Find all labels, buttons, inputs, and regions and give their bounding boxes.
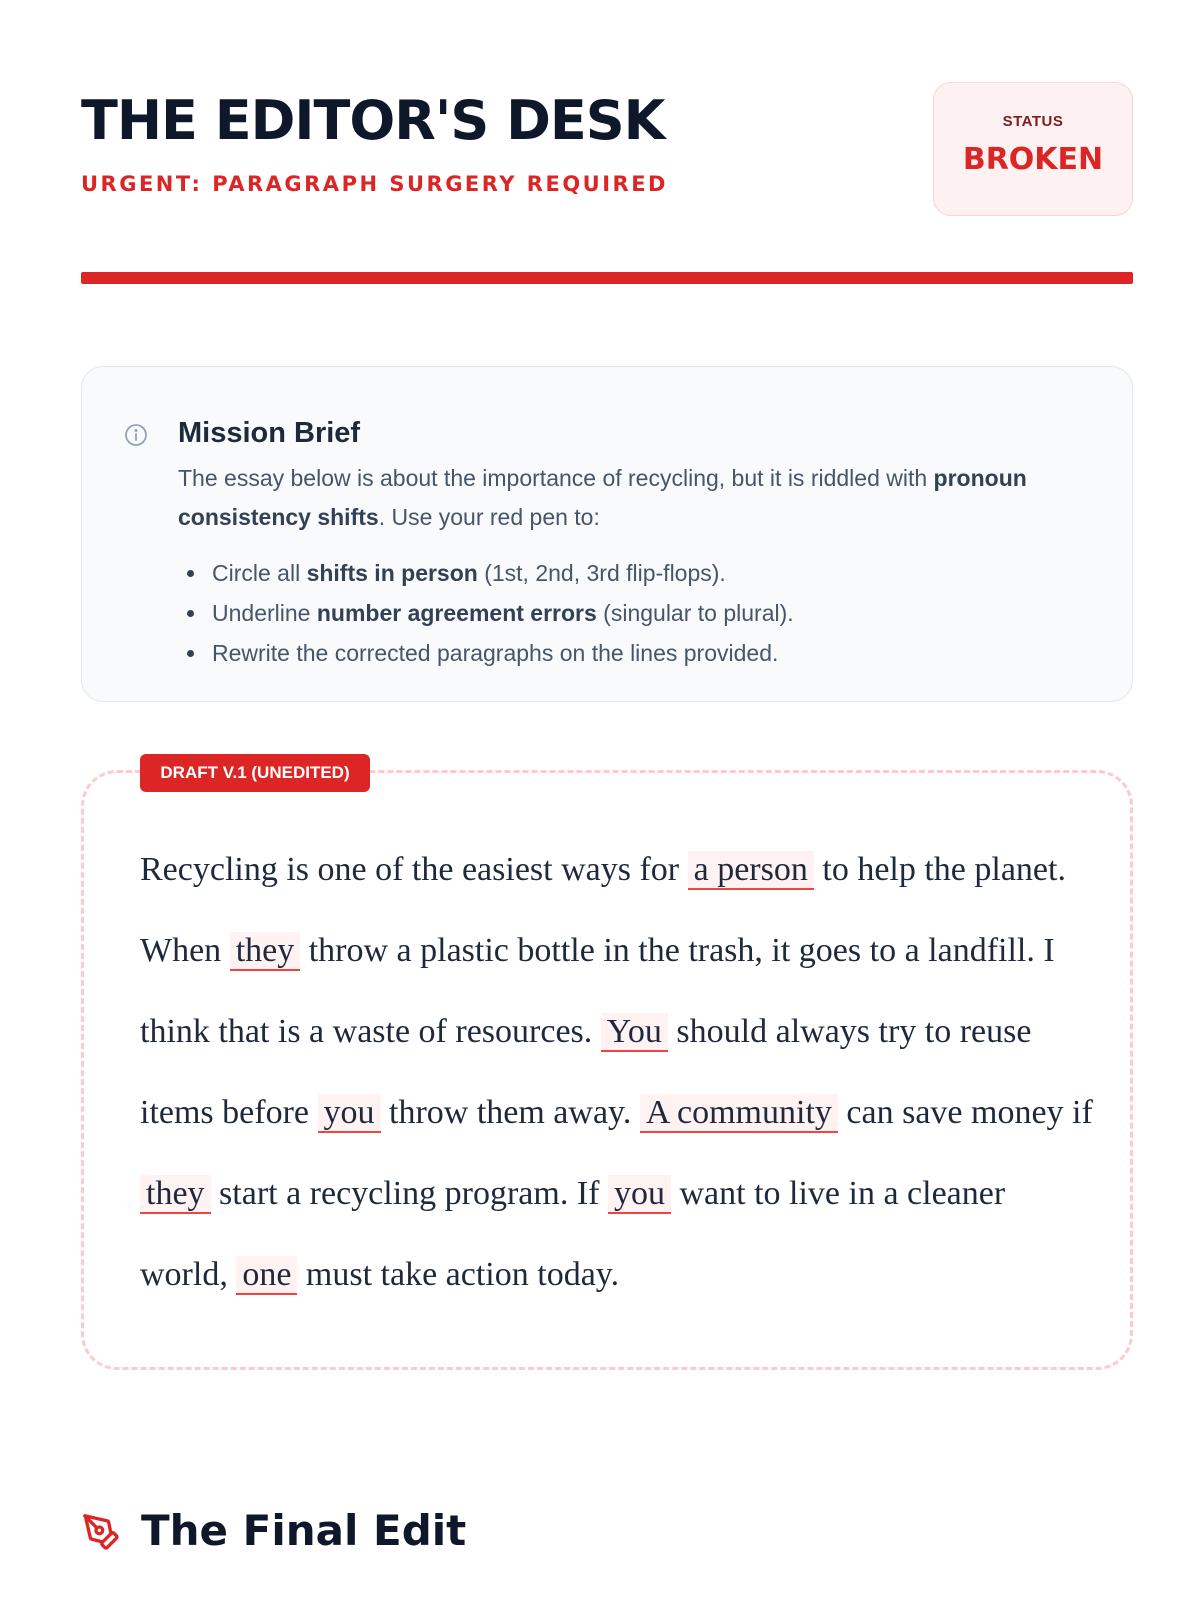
page-header [81,80,1133,220]
list-item-text: Underline [212,600,317,626]
list-item [178,593,1078,633]
mission-brief-card [81,366,1133,702]
header-divider [81,272,1133,284]
pronoun-error-highlight: You [601,1013,668,1052]
essay-text: to help the planet. When [140,851,1066,969]
mission-brief-title: Mission Brief [178,417,361,449]
pronoun-error-highlight: they [230,932,301,971]
brief-intro-text: The essay below is about the importance of recycling, but it is riddled with [178,465,928,491]
page-title: THE EDITOR'S DESK [81,89,665,152]
pronoun-error-highlight: A community [640,1094,838,1133]
essay-text: should always try to reuse items before [140,1013,1032,1131]
essay-text: want to live in a cleaner world, [140,1175,1006,1293]
essay-text: start a recycling program. If [210,1175,608,1212]
draft-badge: DRAFT V.1 (UNEDITED) [140,754,370,792]
list-item-tail: (1st, 2nd, 3rd flip-flops). [477,560,726,586]
essay-text: throw them away. [380,1094,640,1131]
list-item [178,553,1078,593]
pronoun-error-highlight: you [608,1175,671,1214]
status-value: BROKEN [962,142,1104,177]
pronoun-error-highlight: one [236,1256,297,1295]
pronoun-error-highlight: they [140,1175,211,1214]
pronoun-error-highlight: a person [688,851,814,890]
pronoun-error-highlight: you [318,1094,381,1133]
draft-essay-box [81,763,1133,1370]
info-icon [124,423,148,447]
list-item-text: Rewrite the corrected paragraphs on the lines provided. [212,640,779,666]
essay-text: can save money if [837,1094,1093,1131]
mission-brief-text [178,459,1078,537]
final-edit-title: The Final Edit [141,1506,467,1555]
status-label: STATUS [1002,113,1064,130]
status-badge [933,82,1133,216]
essay-text: throw a plastic bottle in the trash, it goes to a landfill. I think that is a waste of resources. [140,932,1055,1050]
list-item-tail: (singular to plural). [596,600,794,626]
brief-intro-tail: . Use your red pen to: [378,504,600,530]
essay-text: Recycling is one of the easiest ways for [140,851,688,888]
essay-text: must take action today. [297,1256,620,1293]
list-item-emphasis: number agreement errors [316,600,597,626]
list-item-text: Circle all [212,560,307,586]
essay-paragraph [140,829,1100,1315]
list-item-emphasis: shifts in person [306,560,478,586]
mission-brief-list [178,553,1078,673]
pen-tool-icon [81,1512,121,1552]
brief-intro-emphasis: pronoun consistency shifts [178,465,1027,530]
list-item [178,633,1078,673]
page-subtitle: URGENT: PARAGRAPH SURGERY REQUIRED [81,172,668,196]
